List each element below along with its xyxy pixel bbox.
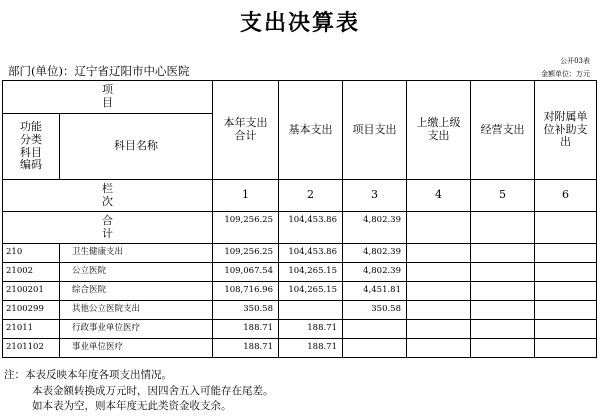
row-value-5 (471, 339, 535, 358)
row-value-5 (471, 244, 535, 263)
table-row (3, 320, 597, 339)
page-title: 支出决算表 (239, 10, 360, 36)
row-value-6 (535, 244, 597, 263)
col-number-2: 2 (279, 180, 343, 212)
col-number-6: 6 (535, 180, 597, 212)
col-header-6-label: 对附属单位补助支出 (543, 110, 588, 149)
note-line-1: 注：本表反映本年度各项支出情况。 (4, 369, 172, 381)
col-header-4-label: 上缴上级支出 (416, 116, 461, 142)
row-value-2 (279, 301, 343, 320)
total-value-2: 104,453.86 (279, 212, 343, 244)
row-value-2: 104,453.86 (279, 244, 343, 263)
row-code: 2100299 (3, 301, 60, 320)
row-value-2: 104,265.15 (279, 282, 343, 301)
row-value-3: 4,802.39 (343, 244, 407, 263)
row-name: 综合医院 (60, 282, 213, 301)
row-value-5 (471, 320, 535, 339)
row-value-5 (471, 263, 535, 282)
row-code: 2101102 (3, 339, 60, 358)
row-value-1: 109,067.54 (213, 263, 279, 282)
row-value-6 (535, 301, 597, 320)
row-name: 卫生健康支出 (60, 244, 213, 263)
row-value-1: 188.71 (213, 320, 279, 339)
item-header-label: 项目 (102, 83, 113, 109)
row-value-3 (343, 339, 407, 358)
row-value-1: 108,716.96 (213, 282, 279, 301)
row-value-1: 188.71 (213, 339, 279, 358)
row-value-2: 188.71 (279, 339, 343, 358)
row-value-5 (471, 301, 535, 320)
row-value-6 (535, 320, 597, 339)
row-value-3: 4,451.81 (343, 282, 407, 301)
table-row (3, 244, 597, 263)
col-header-4 (407, 81, 471, 180)
col-header-5 (471, 81, 535, 180)
row-value-4 (407, 339, 471, 358)
col-number-5: 5 (471, 180, 535, 212)
row-code: 21011 (3, 320, 60, 339)
col-number-header (3, 180, 213, 212)
col-header-5-label: 经营支出 (480, 122, 525, 136)
col-header-1-label: 本年支出合计 (223, 116, 268, 142)
col-header-2-label: 基本支出 (288, 122, 333, 136)
amount-unit: 金额单位：万元 (541, 70, 590, 78)
total-value-6 (535, 212, 597, 244)
col-number-4: 4 (407, 180, 471, 212)
row-value-6 (535, 282, 597, 301)
total-row (3, 212, 597, 244)
total-value-5 (471, 212, 535, 244)
col-header-1 (213, 81, 279, 180)
row-value-6 (535, 263, 597, 282)
table-row (3, 339, 597, 358)
func-code-header-label: 功能分类科目编码 (20, 120, 42, 172)
col-number-1: 1 (213, 180, 279, 212)
row-code: 21002 (3, 263, 60, 282)
row-name: 事业单位医疗 (60, 339, 213, 358)
row-code: 210 (3, 244, 60, 263)
row-value-4 (407, 301, 471, 320)
total-label-cell (3, 212, 213, 244)
row-value-1: 350.58 (213, 301, 279, 320)
col-header-2 (279, 81, 343, 180)
row-name: 公立医院 (60, 263, 213, 282)
row-code: 2100201 (3, 282, 60, 301)
notes (4, 368, 274, 415)
col-number-header-label: 栏次 (102, 181, 113, 208)
row-value-4 (407, 320, 471, 339)
item-header (3, 81, 213, 114)
col-number-3: 3 (343, 180, 407, 212)
subject-name-header: 科目名称 (60, 114, 213, 180)
row-value-3 (343, 320, 407, 339)
table-row (3, 301, 597, 320)
func-code-header (3, 114, 60, 180)
note-line-2: 本表金额转换成万元时，因四舍五入可能存在尾差。 (32, 384, 274, 397)
row-value-6 (535, 339, 597, 358)
total-value-4 (407, 212, 471, 244)
row-value-4 (407, 263, 471, 282)
expenditure-table (2, 80, 597, 358)
department-label: 部门(单位)：辽宁省辽阳市中心医院 (8, 64, 190, 78)
col-header-3-label: 项目支出 (352, 122, 397, 136)
row-name: 其他公立医院支出 (60, 301, 213, 320)
row-value-4 (407, 244, 471, 263)
row-value-1: 109,256.25 (213, 244, 279, 263)
total-label: 合计 (102, 213, 113, 240)
form-code: 公开03表 (560, 57, 590, 65)
row-value-3: 4,802.39 (343, 263, 407, 282)
row-name: 行政事业单位医疗 (60, 320, 213, 339)
table-row (3, 282, 597, 301)
col-header-3 (343, 81, 407, 180)
row-value-2: 188.71 (279, 320, 343, 339)
total-value-1: 109,256.25 (213, 212, 279, 244)
total-value-3: 4,802.39 (343, 212, 407, 244)
table-row (3, 263, 597, 282)
row-value-3: 350.58 (343, 301, 407, 320)
row-value-2: 104,265.15 (279, 263, 343, 282)
row-value-4 (407, 282, 471, 301)
col-header-6 (535, 81, 597, 180)
row-value-5 (471, 282, 535, 301)
note-line-3: 如本表为空，则本年度无此类资金收支余。 (32, 400, 232, 412)
